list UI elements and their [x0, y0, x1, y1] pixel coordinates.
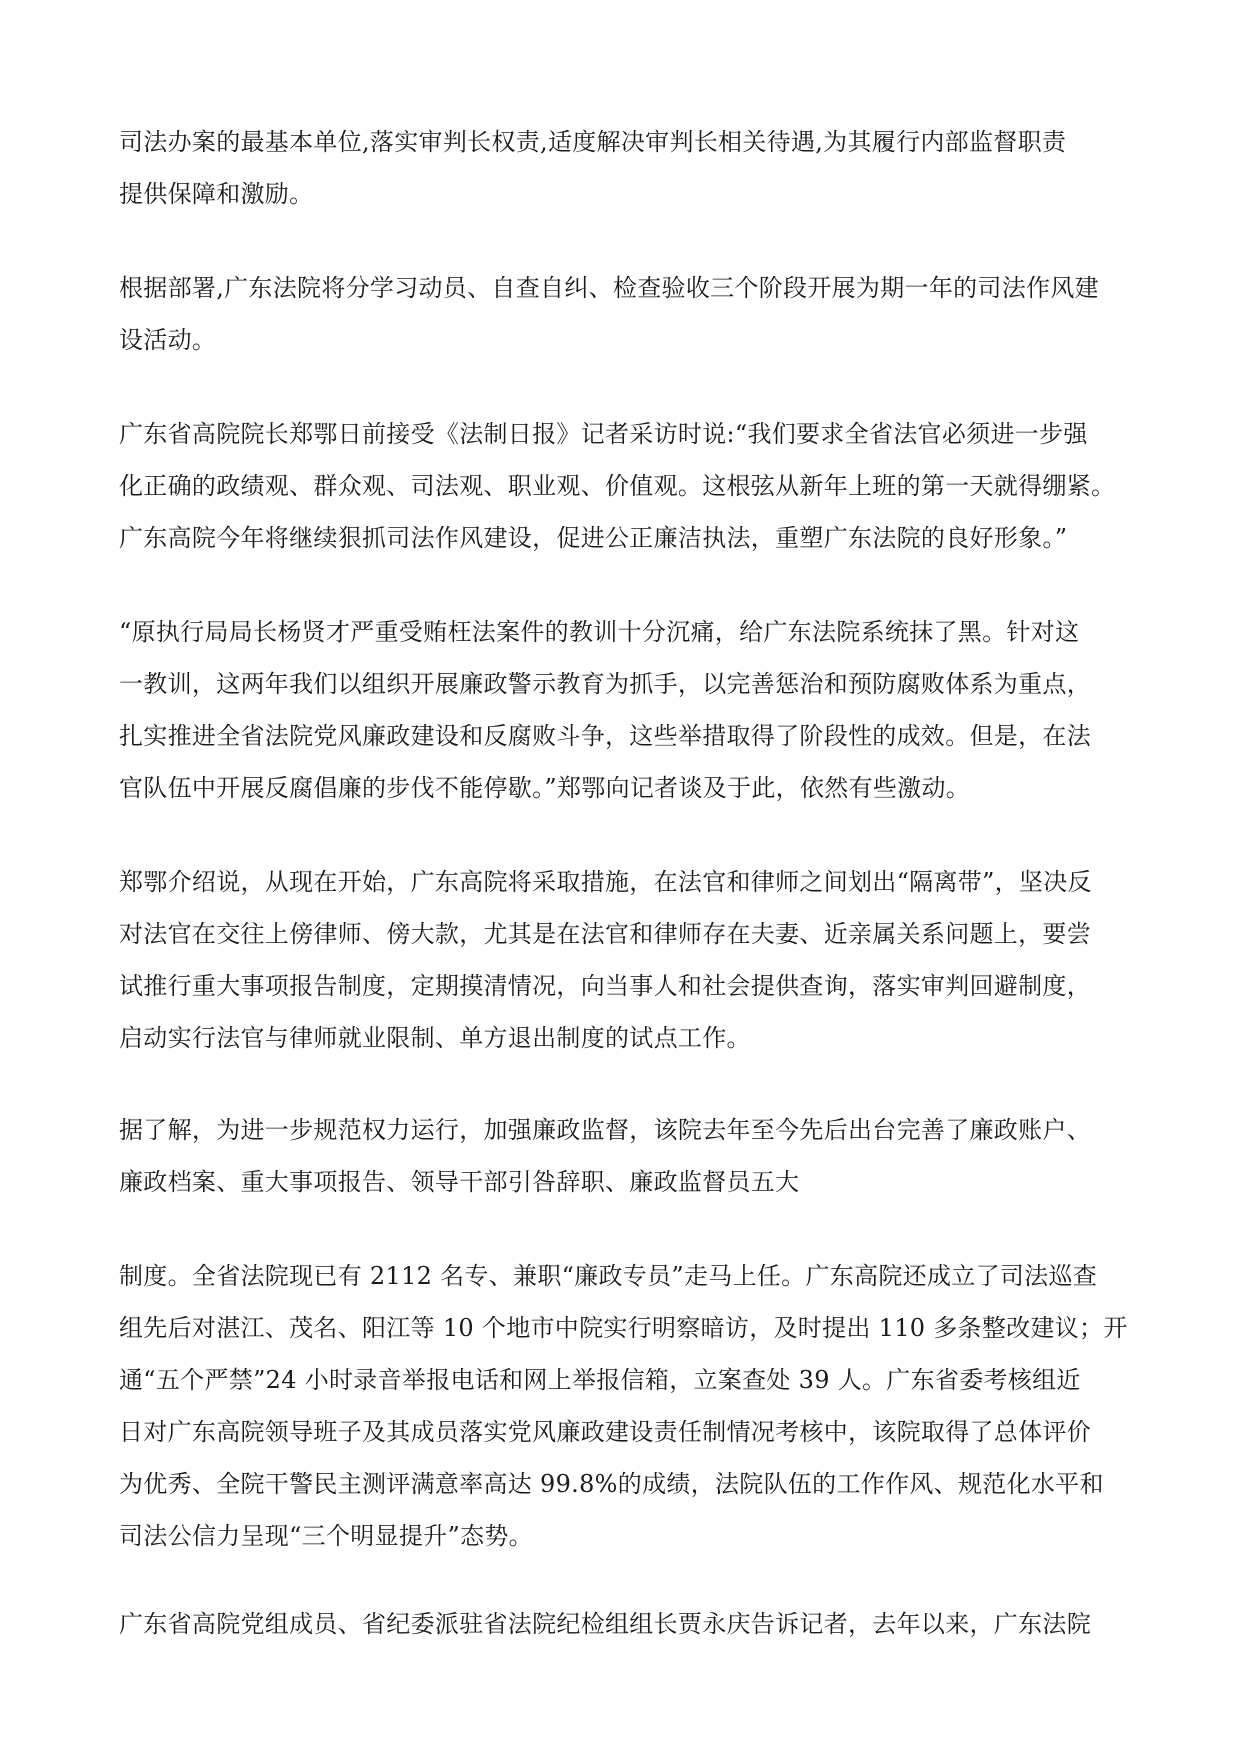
text-line: 化正确的政绩观、群众观、司法观、职业观、价值观。这根弦从新年上班的第一天就得绷紧。	[119, 472, 1116, 500]
text-line: “原执行局局长杨贤才严重受贿枉法案件的教训十分沉痛，给广东法院系统抹了黑。针对这	[119, 618, 1080, 646]
text-line: 广东省高院党组成员、省纪委派驻省法院纪检组组长贾永庆告诉记者，去年以来，广东法院	[119, 1610, 1091, 1638]
paragraph-6	[119, 1104, 1123, 1208]
text-line: 对法官在交往上傍律师、傍大款，尤其是在法官和律师存在夫妻、近亲属关系问题上，要尝	[119, 920, 1091, 948]
text-line: 郑鄂介绍说，从现在开始，广东高院将采取措施，在法官和律师之间划出“隔离带”，坚决反	[119, 868, 1092, 896]
paragraph-3	[119, 408, 1123, 564]
text-line: 制度。全省法院现已有 2112 名专、兼职“廉政专员”走马上任。广东高院还成立了司法巡查	[119, 1262, 1098, 1290]
text-line: 廉政档案、重大事项报告、领导干部引咎辞职、廉政监督员五大	[119, 1168, 800, 1196]
text-line: 司法公信力呈现“三个明显提升”态势。	[119, 1522, 533, 1550]
paragraph-2	[119, 262, 1123, 366]
text-line: 司法办案的最基本单位,落实审判长权责,适度解决审判长相关待遇,为其履行内部监督职责	[119, 128, 1067, 156]
text-line: 扎实推进全省法院党风廉政建设和反腐败斗争，这些举措取得了阶段性的成效。但是，在法	[119, 722, 1091, 750]
paragraph-1	[119, 116, 1123, 220]
text-line: 通“五个严禁”24 小时录音举报电话和网上举报信箱，立案查处 39 人。广东省委考核组近	[119, 1366, 1081, 1394]
paragraph-7	[119, 1250, 1128, 1562]
text-line: 设活动。	[119, 326, 217, 354]
text-line: 为优秀、全院干警民主测评满意率高达 99.8%的成绩，法院队伍的工作作风、规范化水平和	[119, 1470, 1104, 1498]
text-line: 提供保障和激励。	[119, 180, 314, 208]
text-line: 广东高院今年将继续狠抓司法作风建设，促进公正廉洁执法，重塑广东法院的良好形象。”	[119, 524, 1068, 552]
paragraph-4	[119, 606, 1123, 814]
text-line: 试推行重大事项报告制度，定期摸清情况，向当事人和社会提供查询，落实审判回避制度，	[119, 972, 1091, 1000]
text-line: 一教训，这两年我们以组织开展廉政警示教育为抓手，以完善惩治和预防腐败体系为重点，	[119, 670, 1091, 698]
paragraph-8	[119, 1598, 1123, 1650]
text-line: 根据部署,广东法院将分学习动员、自查自纠、检查验收三个阶段开展为期一年的司法作风建	[119, 274, 1099, 302]
text-line: 据了解，为进一步规范权力运行，加强廉政监督，该院去年至今先后出台完善了廉政账户、	[119, 1116, 1091, 1144]
text-line: 启动实行法官与律师就业限制、单方退出制度的试点工作。	[119, 1024, 751, 1052]
text-line: 官队伍中开展反腐倡廉的步伐不能停歇。”郑鄂向记者谈及于此，依然有些激动。	[119, 774, 971, 802]
text-line: 日对广东高院领导班子及其成员落实党风廉政建设责任制情况考核中，该院取得了总体评价	[119, 1418, 1091, 1446]
paragraph-5	[119, 856, 1123, 1064]
text-line: 广东省高院院长郑鄂日前接受《法制日报》记者采访时说:“我们要求全省法官必须进一步强	[119, 420, 1088, 448]
text-line: 组先后对湛江、茂名、阳江等 10 个地市中院实行明察暗访，及时提出 110 多条整改建议；开	[119, 1314, 1128, 1342]
